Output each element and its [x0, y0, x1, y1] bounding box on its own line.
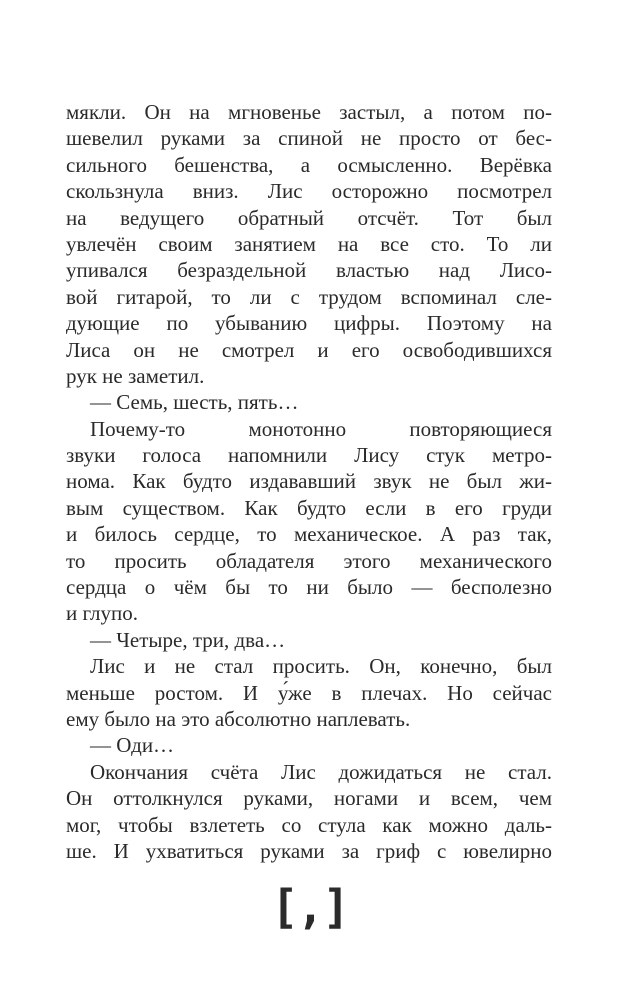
text-line: ше. И ухватиться руками за гриф с ювелирно: [66, 838, 552, 863]
text-line: вым существом. Как будто если в его груди: [66, 495, 552, 520]
page-body-text: [66, 99, 552, 864]
publisher-logo: [,]: [270, 880, 349, 934]
text-line: скользнула вниз. Лис осторожно посмотрел: [66, 179, 552, 204]
text-line: Лис и не стал просить. Он, конечно, был: [90, 654, 552, 679]
text-line: — Четыре, три, два…: [90, 627, 286, 652]
text-line: то просить обладателя этого механического: [66, 548, 552, 573]
text-line: — Оди…: [90, 733, 175, 758]
text-line: звуки голоса напомнили Лису стук метро-: [66, 443, 552, 468]
text-line: упивался безраздельной властью над Лисо-: [66, 258, 552, 283]
text-line: рук не заметил.: [66, 363, 205, 388]
text-line: мякли. Он на мгновенье застыл, а потом по-: [66, 100, 552, 124]
text-line: шевелил руками за спиной не просто от бес-: [66, 126, 552, 151]
text-line: и билось сердце, то механическое. А раз так,: [66, 522, 552, 547]
text-line: вой гитарой, то ли с трудом вспоминал сле-: [66, 284, 552, 309]
text-line: Лиса он не смотрел и его освободившихся: [66, 337, 552, 362]
text-line: на ведущего обратный отсчёт. Тот был: [66, 205, 552, 230]
text-line: и глупо.: [66, 601, 139, 626]
text-line: увлечён своим занятием на все сто. То ли: [66, 231, 552, 256]
text-line: сердца о чём бы то ни было — бесполезно: [66, 575, 552, 600]
text-line: меньше ростом. И у́же в плечах. Но сейчас: [66, 680, 552, 705]
text-line: нома. Как будто издававший звук не был жи-: [66, 469, 552, 494]
text-line: Почему-то монотонно повторяющиеся: [90, 416, 552, 441]
text-line: дующие по убыванию цифры. Поэтому на: [66, 311, 552, 336]
text-line: мог, чтобы взлететь со стула как можно даль-: [66, 812, 552, 837]
text-line: — Семь, шесть, пять…: [90, 390, 299, 415]
text-line: ему было на это абсолютно наплевать.: [66, 706, 411, 731]
text-line: Он оттолкнулся руками, ногами и всем, чем: [66, 786, 552, 811]
text-line: сильного бешенства, а осмысленно. Верёвка: [66, 152, 552, 177]
text-line: Окончания счёта Лис дожидаться не стал.: [90, 759, 552, 784]
